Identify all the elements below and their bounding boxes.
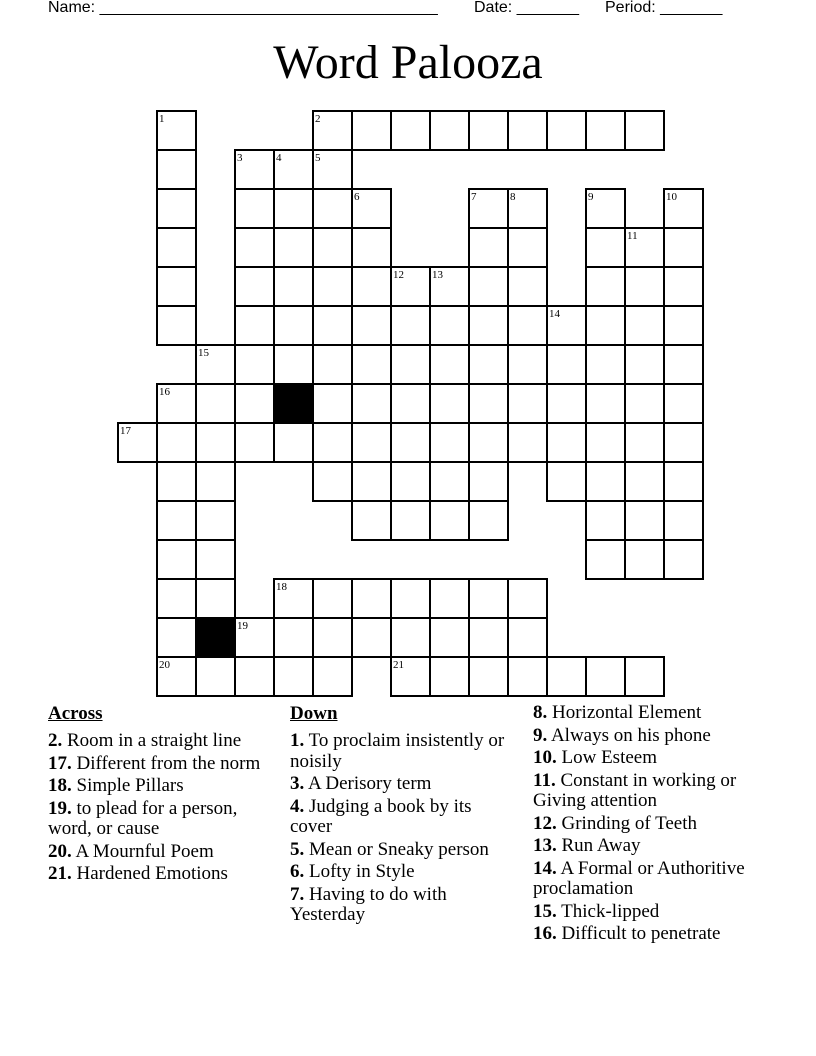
grid-cell[interactable] xyxy=(235,267,274,306)
clue-text: Simple Pillars xyxy=(71,775,184,796)
grid-cell[interactable] xyxy=(430,384,469,423)
grid-cell[interactable] xyxy=(157,540,196,579)
clue-text: Always on his phone xyxy=(547,724,711,746)
grid-cell[interactable] xyxy=(547,462,586,501)
clue-item xyxy=(48,842,270,863)
grid-cell[interactable] xyxy=(469,462,508,501)
grid-cell[interactable] xyxy=(664,345,703,384)
grid-cell[interactable] xyxy=(235,657,274,696)
grid-cell[interactable] xyxy=(469,345,508,384)
grid-cell[interactable] xyxy=(196,423,235,462)
clue-text: A Derisory term xyxy=(304,773,432,794)
grid-cell[interactable] xyxy=(508,228,547,267)
grid-cell[interactable] xyxy=(391,501,430,540)
clue-number: 21 xyxy=(393,659,404,671)
grid-cell[interactable] xyxy=(547,345,586,384)
clue-text: Low Esteem xyxy=(556,747,658,768)
across-clues xyxy=(48,703,270,887)
grid-cell[interactable] xyxy=(352,228,391,267)
grid-cell[interactable] xyxy=(391,384,430,423)
grid-cell[interactable] xyxy=(196,384,235,423)
clue-num: 18. xyxy=(48,775,72,796)
clue-text: to plead for a person, word, or cause xyxy=(48,797,238,839)
grid-cell[interactable] xyxy=(664,501,703,540)
grid-cell[interactable] xyxy=(547,423,586,462)
grid-cell[interactable] xyxy=(352,618,391,657)
clue-text: Mean or Sneaky person xyxy=(304,838,489,860)
grid-cell[interactable] xyxy=(469,423,508,462)
clue-item xyxy=(48,799,270,840)
grid-cell[interactable] xyxy=(547,111,586,150)
grid-cell[interactable] xyxy=(196,462,235,501)
grid-cell[interactable] xyxy=(313,462,352,501)
clue-num: 16. xyxy=(533,923,557,944)
grid-cell[interactable] xyxy=(157,228,196,267)
grid-cell[interactable] xyxy=(274,657,313,696)
grid-cell[interactable] xyxy=(469,618,508,657)
grid-cell[interactable] xyxy=(469,384,508,423)
clue-num: 15. xyxy=(533,900,557,922)
grid-cell[interactable] xyxy=(625,267,664,306)
grid-cell[interactable] xyxy=(586,111,625,150)
clue-text: Difficult to penetrate xyxy=(556,923,721,944)
clue-text: A Formal or Authoritive proclamation xyxy=(533,857,745,899)
grid-cell[interactable] xyxy=(313,423,352,462)
black-square xyxy=(196,618,235,657)
clue-num: 13. xyxy=(533,835,557,856)
grid-cell[interactable] xyxy=(157,618,196,657)
clue-num: 2. xyxy=(48,730,63,751)
clue-num: 7. xyxy=(290,883,305,905)
grid-cell[interactable] xyxy=(391,111,430,150)
grid-cell[interactable] xyxy=(391,345,430,384)
grid-cell[interactable] xyxy=(625,462,664,501)
clue-text: Hardened Emotions xyxy=(71,863,228,884)
clue-number: 14 xyxy=(549,308,560,320)
clue-number: 8 xyxy=(510,191,516,203)
grid-cell[interactable] xyxy=(586,540,625,579)
grid-cell[interactable] xyxy=(430,579,469,618)
period-label: Period: xyxy=(605,0,656,16)
grid-cell[interactable] xyxy=(157,579,196,618)
grid-cell[interactable] xyxy=(664,540,703,579)
grid-cell[interactable] xyxy=(625,384,664,423)
grid-cell[interactable] xyxy=(352,423,391,462)
clue-item xyxy=(533,703,773,724)
grid-cell[interactable] xyxy=(664,228,703,267)
grid-cell[interactable] xyxy=(469,111,508,150)
grid-cell[interactable] xyxy=(586,345,625,384)
grid-cell[interactable] xyxy=(352,306,391,345)
clue-text: Lofty in Style xyxy=(304,861,415,882)
grid-cell[interactable] xyxy=(625,501,664,540)
grid-cell[interactable] xyxy=(664,306,703,345)
grid-cell[interactable] xyxy=(313,618,352,657)
grid-cell[interactable] xyxy=(352,462,391,501)
date-label: Date: xyxy=(474,0,513,16)
grid-cell[interactable] xyxy=(235,384,274,423)
clue-item xyxy=(533,748,773,769)
grid-cell[interactable] xyxy=(469,501,508,540)
grid-cell[interactable] xyxy=(196,540,235,579)
grid-cell[interactable] xyxy=(625,540,664,579)
grid-cell[interactable] xyxy=(157,423,196,462)
grid-cell[interactable] xyxy=(352,384,391,423)
clue-text: Having to do with Yesterday xyxy=(290,883,447,925)
grid-cell[interactable] xyxy=(274,267,313,306)
grid-cell[interactable] xyxy=(586,384,625,423)
clue-item xyxy=(48,754,270,775)
page-title: Word Palooza xyxy=(273,36,543,89)
grid-cell[interactable] xyxy=(274,345,313,384)
grid-cell[interactable] xyxy=(586,267,625,306)
clue-text: To proclaim insistently or noisily xyxy=(290,730,505,772)
date-line: _______ xyxy=(516,0,579,16)
grid-cell[interactable] xyxy=(430,423,469,462)
clue-text: Constant in working or Giving attention xyxy=(533,769,737,811)
clue-number: 3 xyxy=(237,152,243,164)
clue-text: Run Away xyxy=(556,835,641,856)
clue-num: 1. xyxy=(290,730,305,751)
grid-cell[interactable] xyxy=(391,579,430,618)
clue-text: Room in a straight line xyxy=(62,730,242,751)
grid-cell[interactable] xyxy=(157,306,196,345)
clue-num: 11. xyxy=(533,769,556,791)
clue-num: 8. xyxy=(533,702,548,723)
grid-cell[interactable] xyxy=(664,267,703,306)
grid-cell[interactable] xyxy=(586,462,625,501)
clue-number: 12 xyxy=(393,269,404,281)
clue-number: 19 xyxy=(237,620,248,632)
grid-cell[interactable] xyxy=(313,306,352,345)
grid-cell[interactable] xyxy=(157,501,196,540)
grid-cell[interactable] xyxy=(235,423,274,462)
grid-cell[interactable] xyxy=(508,267,547,306)
name-label: Name: xyxy=(48,0,96,16)
clue-item xyxy=(533,814,773,835)
grid-cell[interactable] xyxy=(508,306,547,345)
grid-cell[interactable] xyxy=(430,345,469,384)
grid-cell[interactable] xyxy=(430,501,469,540)
clue-item xyxy=(48,776,270,797)
grid-cell[interactable] xyxy=(664,384,703,423)
across-clue-list xyxy=(48,731,270,885)
clue-number: 17 xyxy=(120,425,131,437)
grid-cell[interactable] xyxy=(625,423,664,462)
grid-cell[interactable] xyxy=(469,657,508,696)
grid-cell[interactable] xyxy=(157,150,196,189)
grid-cell[interactable] xyxy=(625,657,664,696)
down-clue-list-continued xyxy=(533,703,773,945)
grid-cell[interactable] xyxy=(352,501,391,540)
grid-cell[interactable] xyxy=(469,579,508,618)
clue-text: Different from the norm xyxy=(71,752,261,774)
clue-item xyxy=(290,731,512,772)
clue-item xyxy=(290,774,512,795)
grid-cell[interactable] xyxy=(469,306,508,345)
grid-cell[interactable] xyxy=(430,111,469,150)
grid-cell[interactable] xyxy=(274,618,313,657)
across-heading: Across xyxy=(48,703,103,724)
grid-cell[interactable] xyxy=(235,228,274,267)
grid-cell[interactable] xyxy=(430,618,469,657)
grid-cell[interactable] xyxy=(313,228,352,267)
grid-cell[interactable] xyxy=(547,384,586,423)
clue-num: 5. xyxy=(290,838,305,860)
clue-number: 15 xyxy=(198,347,209,359)
grid-cell[interactable] xyxy=(469,228,508,267)
clue-num: 6. xyxy=(290,861,305,882)
grid-cell[interactable] xyxy=(157,267,196,306)
clue-number: 13 xyxy=(432,269,443,281)
grid-cell[interactable] xyxy=(508,657,547,696)
grid-cell[interactable] xyxy=(274,228,313,267)
clue-number: 16 xyxy=(159,386,170,398)
grid-cell[interactable] xyxy=(508,423,547,462)
clue-text: Grinding of Teeth xyxy=(556,812,698,834)
grid-cell[interactable] xyxy=(508,111,547,150)
clue-item xyxy=(533,726,773,747)
clue-number: 5 xyxy=(315,152,321,164)
grid-cell[interactable] xyxy=(352,111,391,150)
black-square xyxy=(274,384,313,423)
clue-text: Thick-lipped xyxy=(556,900,660,922)
grid-cell[interactable] xyxy=(313,267,352,306)
clue-num: 20. xyxy=(48,840,72,862)
down-clues-continued xyxy=(533,703,773,947)
grid-cell[interactable] xyxy=(313,579,352,618)
clue-item xyxy=(533,859,773,900)
grid-cell[interactable] xyxy=(274,189,313,228)
clue-num: 17. xyxy=(48,752,72,774)
clue-item xyxy=(290,862,512,883)
grid-cell[interactable] xyxy=(157,189,196,228)
clue-text: A Mournful Poem xyxy=(71,840,214,862)
clue-number: 10 xyxy=(666,191,677,203)
grid-cell[interactable] xyxy=(586,501,625,540)
grid-cell[interactable] xyxy=(469,267,508,306)
grid-cell[interactable] xyxy=(625,306,664,345)
clue-num: 4. xyxy=(290,795,305,817)
clue-text: Horizontal Element xyxy=(547,702,702,723)
clue-item xyxy=(290,797,512,838)
clue-item xyxy=(533,902,773,923)
grid-cell[interactable] xyxy=(313,189,352,228)
grid-cell[interactable] xyxy=(430,306,469,345)
clue-num: 19. xyxy=(48,797,72,819)
clue-number: 18 xyxy=(276,581,287,593)
grid-cell[interactable] xyxy=(235,306,274,345)
grid-cell[interactable] xyxy=(274,306,313,345)
clue-num: 9. xyxy=(533,724,548,746)
grid-cell[interactable] xyxy=(313,384,352,423)
grid-cell[interactable] xyxy=(196,501,235,540)
clue-num: 14. xyxy=(533,857,557,879)
grid-cell[interactable] xyxy=(625,111,664,150)
clue-item xyxy=(533,771,773,812)
clue-item xyxy=(48,864,270,885)
period-line: _______ xyxy=(660,0,723,16)
grid-cell[interactable] xyxy=(508,384,547,423)
clue-number: 20 xyxy=(159,659,170,671)
clue-text: Judging a book by its cover xyxy=(290,795,472,837)
down-heading: Down xyxy=(290,703,338,724)
clue-num: 21. xyxy=(48,863,72,884)
grid-cell[interactable] xyxy=(625,345,664,384)
grid-cell[interactable] xyxy=(196,579,235,618)
grid-cell[interactable] xyxy=(391,306,430,345)
grid-cell[interactable] xyxy=(313,345,352,384)
grid-cell[interactable] xyxy=(391,618,430,657)
grid-cell[interactable] xyxy=(391,462,430,501)
grid-cell[interactable] xyxy=(235,189,274,228)
grid-cell[interactable] xyxy=(664,423,703,462)
grid-cell[interactable] xyxy=(430,462,469,501)
clue-item xyxy=(533,836,773,857)
grid-cell[interactable] xyxy=(391,423,430,462)
clue-num: 12. xyxy=(533,812,557,834)
down-clues xyxy=(290,703,512,928)
clue-number: 2 xyxy=(315,113,321,125)
grid-cell[interactable] xyxy=(547,657,586,696)
grid-cell[interactable] xyxy=(430,657,469,696)
grid-cell[interactable] xyxy=(586,306,625,345)
clue-num: 10. xyxy=(533,747,557,768)
grid-cell[interactable] xyxy=(352,345,391,384)
grid-cell[interactable] xyxy=(586,657,625,696)
clue-item xyxy=(48,731,270,752)
grid-cell[interactable] xyxy=(235,345,274,384)
grid-cell[interactable] xyxy=(157,462,196,501)
name-line: ______________________________________ xyxy=(99,0,438,16)
grid-cell[interactable] xyxy=(352,579,391,618)
down-clue-list xyxy=(290,731,512,926)
grid-cell[interactable] xyxy=(352,267,391,306)
clue-number: 7 xyxy=(471,191,477,203)
grid-cell[interactable] xyxy=(664,462,703,501)
clue-number: 6 xyxy=(354,191,360,203)
grid-cell[interactable] xyxy=(586,423,625,462)
grid-cell[interactable] xyxy=(313,657,352,696)
grid-cell[interactable] xyxy=(274,423,313,462)
grid-cell[interactable] xyxy=(196,657,235,696)
clue-number: 11 xyxy=(627,230,638,242)
clue-item xyxy=(533,924,773,945)
clue-num: 3. xyxy=(290,773,305,794)
clue-number: 1 xyxy=(159,113,165,125)
grid-cell[interactable] xyxy=(586,228,625,267)
clue-item xyxy=(290,885,512,926)
clue-item xyxy=(290,840,512,861)
grid-cell[interactable] xyxy=(508,345,547,384)
grid-cell[interactable] xyxy=(508,618,547,657)
grid-cell[interactable] xyxy=(508,579,547,618)
clue-number: 9 xyxy=(588,191,594,203)
clue-number: 4 xyxy=(276,152,282,164)
